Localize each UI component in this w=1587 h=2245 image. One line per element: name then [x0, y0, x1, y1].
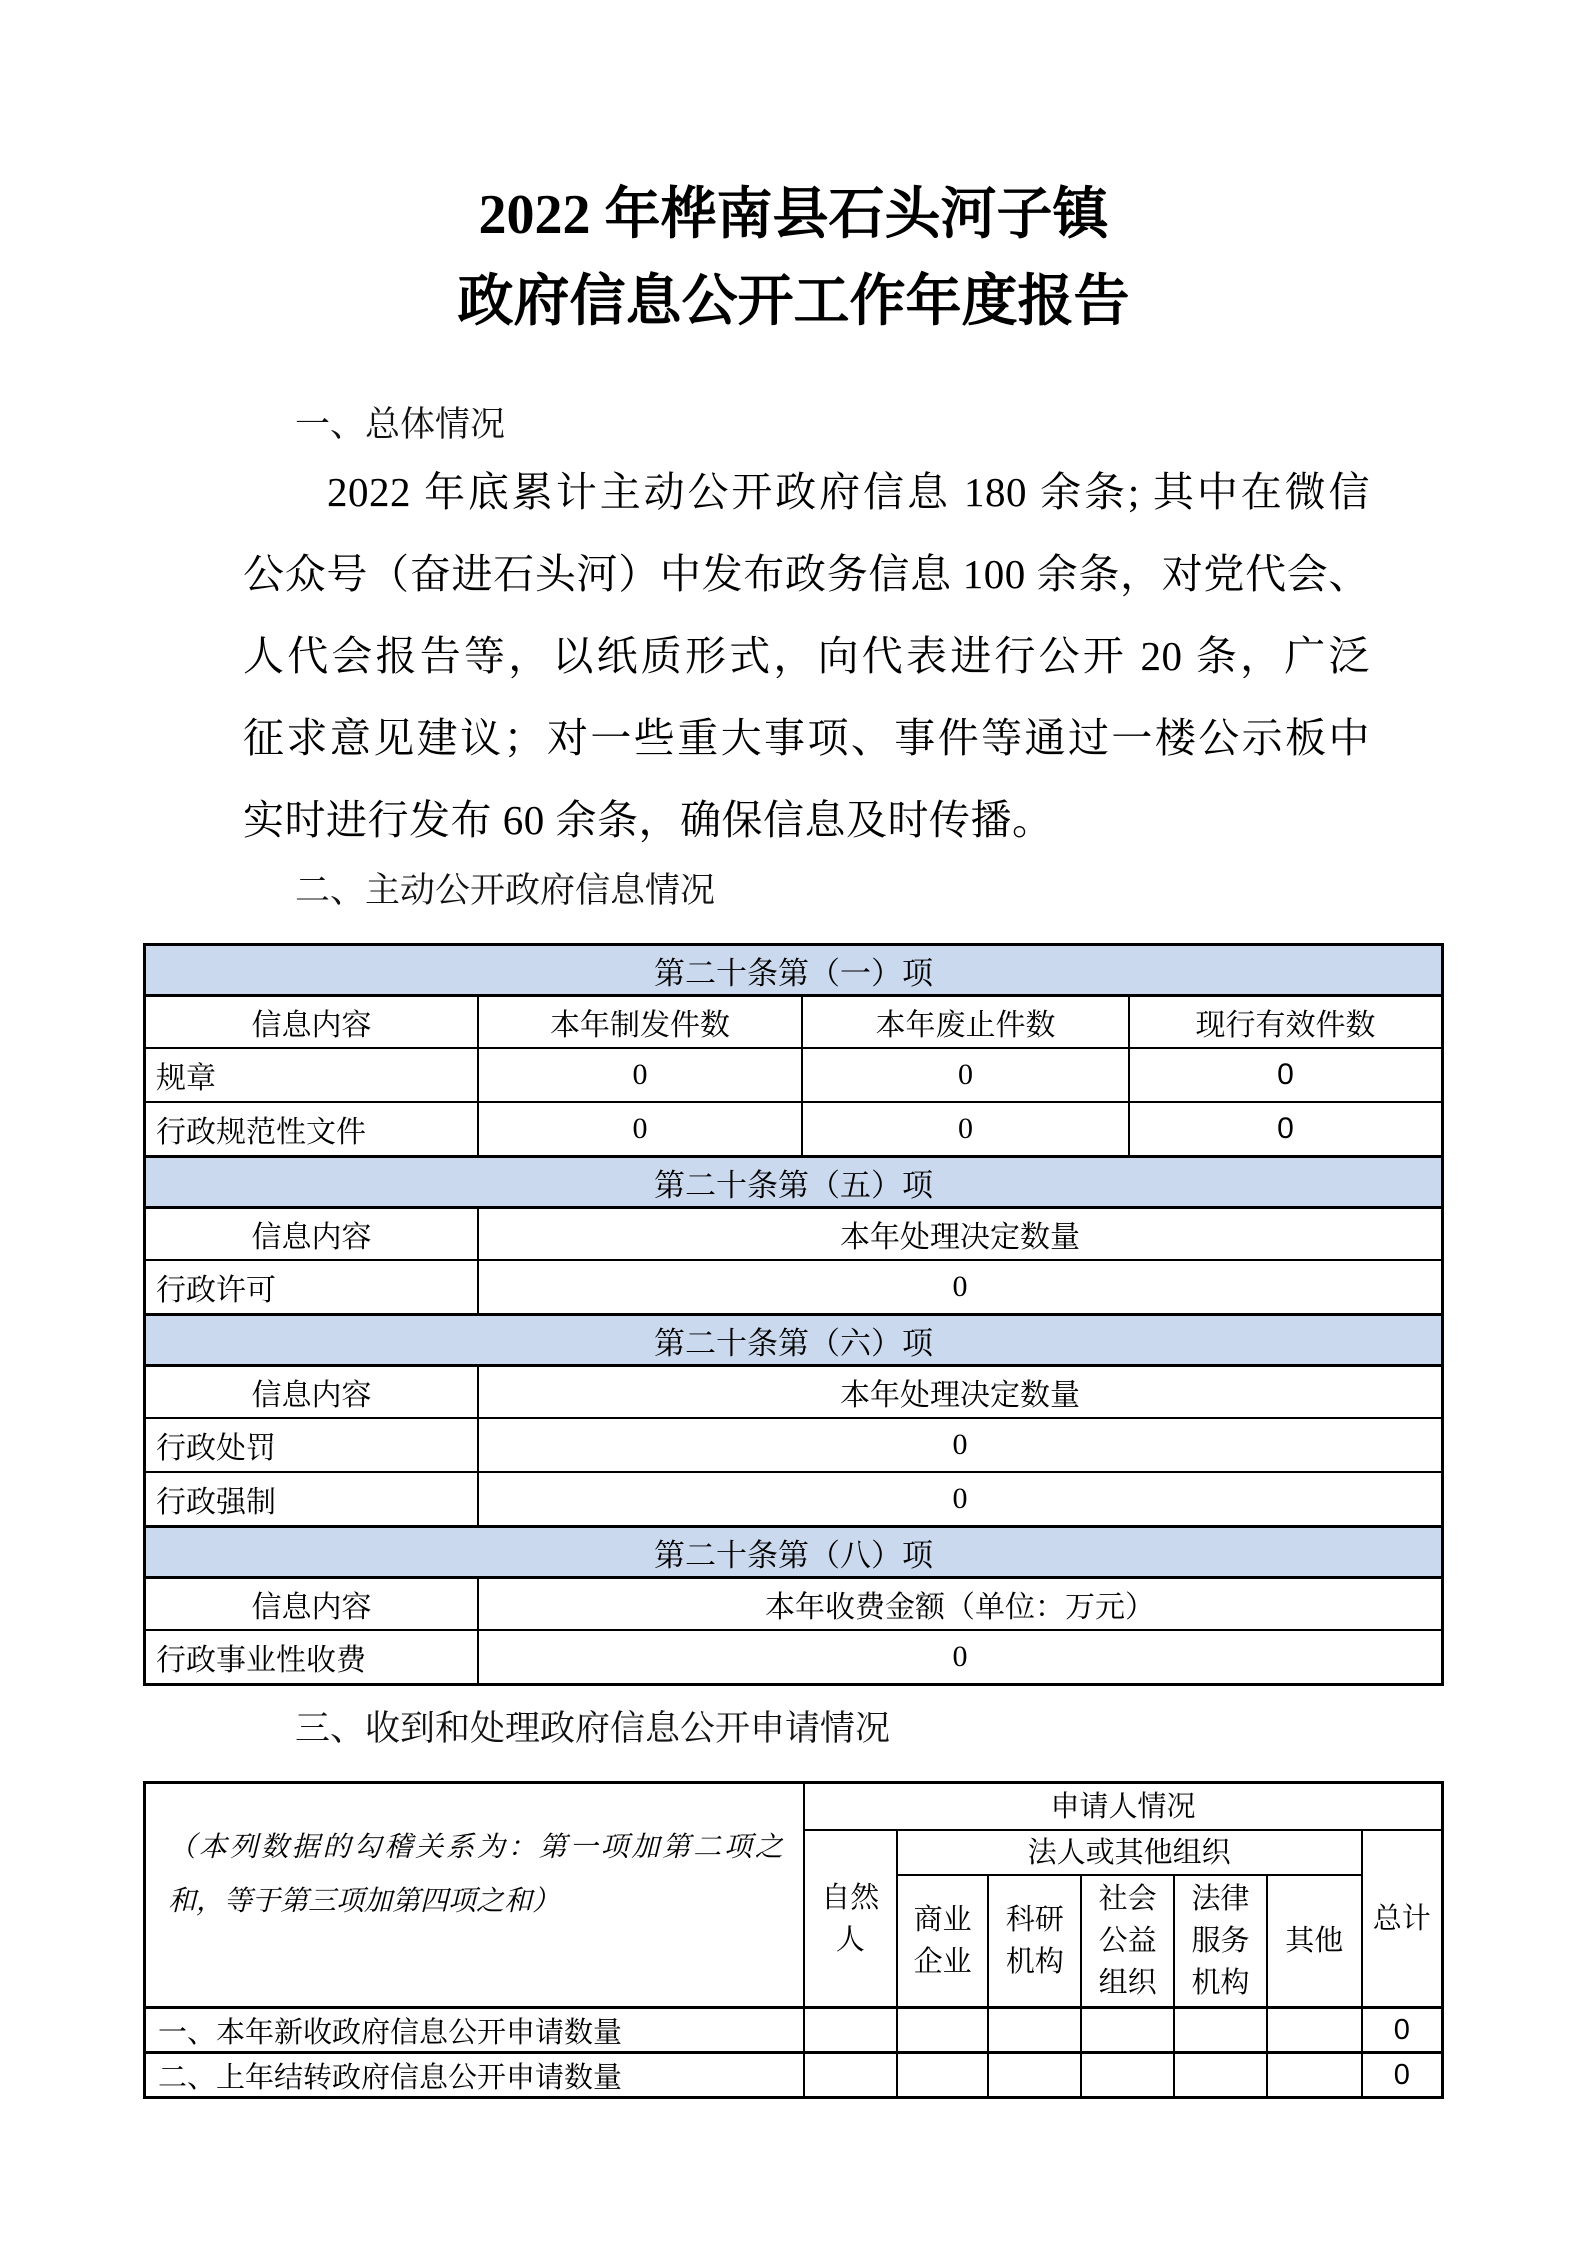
total-value-cell: 0: [1362, 2008, 1443, 2053]
title-line-1: 2022 年桦南县石头河子镇: [478, 184, 1109, 246]
total-value-cell: 0: [1362, 2053, 1443, 2098]
col-header-other: 其他: [1267, 1875, 1362, 2008]
col-header-social-org: 社会公益组织: [1081, 1875, 1174, 2008]
col-header-issued-count: 本年制发件数: [478, 996, 802, 1049]
proactive-disclosure-table: [143, 943, 1444, 1686]
value-cell: 0: [478, 1102, 802, 1157]
value-cell: [1267, 2008, 1362, 2053]
col-header-legal-service: 法律服务机构: [1174, 1875, 1267, 2008]
value-cell: 0: [1129, 1048, 1442, 1102]
section-1-heading: 一、总体情况: [295, 405, 506, 444]
section-2-heading: 二、主动公开政府信息情况: [295, 871, 716, 910]
value-cell: [1174, 2008, 1267, 2053]
value-cell: [1267, 2053, 1362, 2098]
value-cell: [1081, 2008, 1174, 2053]
row-label-new-requests: 一、本年新收政府信息公开申请数量: [145, 2008, 804, 2053]
value-cell: 0: [802, 1102, 1129, 1157]
value-cell: 0: [1129, 1102, 1442, 1157]
col-header-info-content: 信息内容: [145, 996, 479, 1049]
col-header-decision-count: 本年处理决定数量: [478, 1208, 1442, 1261]
col-header-info-content: 信息内容: [145, 1366, 479, 1419]
col-header-repealed-count: 本年废止件数: [802, 996, 1129, 1049]
paragraph-line: 2022 年底累计主动公开政府信息 180 余条; 其中在微信: [327, 469, 1370, 515]
row-label-admin-license: 行政许可: [145, 1260, 479, 1315]
value-cell: 0: [478, 1630, 1442, 1685]
paragraph-line: 人代会报告等，以纸质形式，向代表进行公开 20 条，广泛: [243, 633, 1370, 679]
section-3-heading: 三、收到和处理政府信息公开申请情况: [295, 1709, 891, 1748]
row-label-normative-documents: 行政规范性文件: [145, 1102, 479, 1157]
col-header-commercial-enterprise: 商业企业: [897, 1875, 989, 2008]
paragraph-line: 征求意见建议；对一些重大事项、事件等通过一楼公示板中: [243, 715, 1370, 761]
value-cell: 0: [478, 1418, 1442, 1472]
row-label-admin-penalty: 行政处罚: [145, 1418, 479, 1472]
value-cell: [804, 2008, 897, 2053]
value-cell: [1081, 2053, 1174, 2098]
value-cell: 0: [802, 1048, 1129, 1102]
col-header-total: 总计: [1362, 1830, 1443, 2008]
col-header-info-content: 信息内容: [145, 1208, 479, 1261]
header-legal-entity-group: 法人或其他组织: [897, 1830, 1362, 1875]
row-label-carryover-requests: 二、上年结转政府信息公开申请数量: [145, 2053, 804, 2098]
value-cell: [988, 2053, 1081, 2098]
paragraph-line: 实时进行发布 60 余条，确保信息及时传播。: [243, 797, 1054, 843]
row-label-regulations: 规章: [145, 1048, 479, 1102]
value-cell: 0: [478, 1472, 1442, 1527]
col-header-info-content: 信息内容: [145, 1578, 479, 1631]
value-cell: [1174, 2053, 1267, 2098]
request-handling-table: [143, 1781, 1444, 2099]
row-label-admin-fees: 行政事业性收费: [145, 1630, 479, 1685]
col-header-valid-count: 现行有效件数: [1129, 996, 1442, 1049]
col-header-natural-person: 自然人: [804, 1830, 897, 2008]
band-article20-item1: 第二十条第（一）项: [145, 945, 1443, 996]
note-cell: （本列数据的勾稽关系为：第一项加第二项之和，等于第三项加第四项之和）: [145, 1783, 804, 2008]
paragraph-line: 公众号（奋进石头河）中发布政务信息 100 余条，对党代会、: [243, 551, 1370, 597]
document-title: [0, 0, 1587, 346]
col-header-fee-amount: 本年收费金额（单位：万元）: [478, 1578, 1442, 1631]
band-article20-item8: 第二十条第（八）项: [145, 1527, 1443, 1578]
header-applicant-situation: 申请人情况: [804, 1783, 1443, 1831]
document-body: [0, 403, 1587, 2099]
col-header-research-institution: 科研机构: [988, 1875, 1081, 2008]
col-header-decision-count: 本年处理决定数量: [478, 1366, 1442, 1419]
band-article20-item6: 第二十条第（六）项: [145, 1315, 1443, 1366]
value-cell: [897, 2008, 989, 2053]
row-label-admin-coercion: 行政强制: [145, 1472, 479, 1527]
title-line-2: 政府信息公开工作年度报告: [457, 271, 1130, 333]
value-cell: 0: [478, 1260, 1442, 1315]
value-cell: 0: [478, 1048, 802, 1102]
value-cell: [988, 2008, 1081, 2053]
value-cell: [804, 2053, 897, 2098]
value-cell: [897, 2053, 989, 2098]
overview-paragraph: [243, 451, 1370, 861]
band-article20-item5: 第二十条第（五）项: [145, 1157, 1443, 1208]
